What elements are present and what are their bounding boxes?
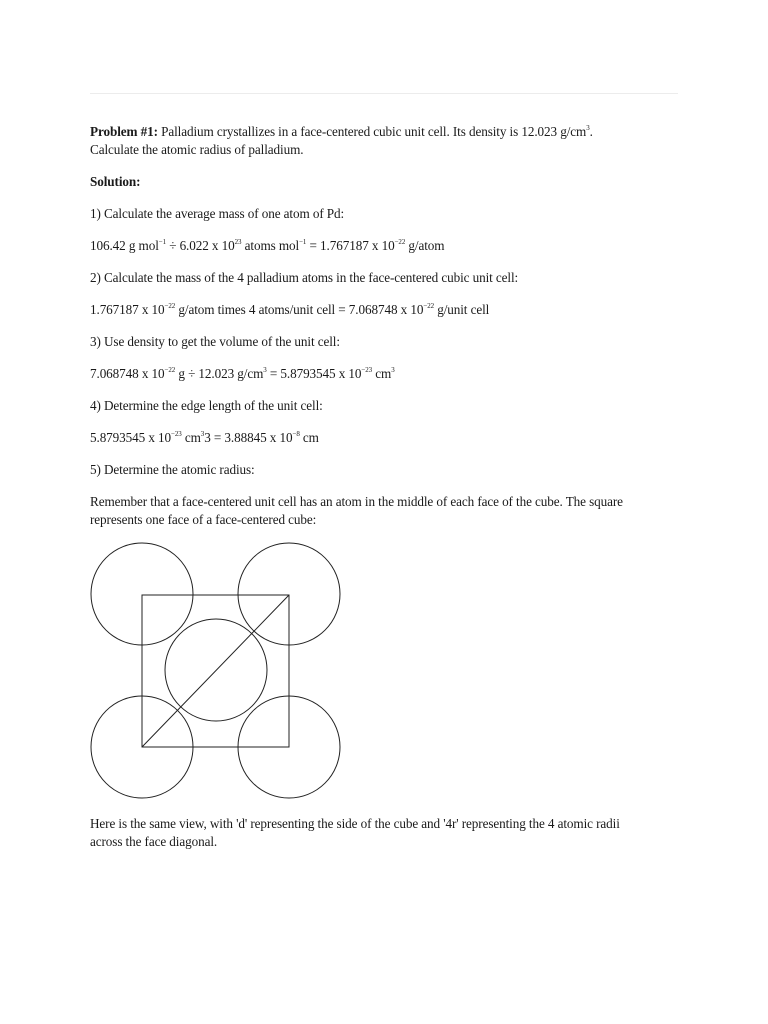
step-5: 5) Determine the atomic radius: (90, 462, 255, 477)
eq2-part-b: g/atom times 4 atoms/unit cell = 7.068748 x 10 (175, 302, 424, 317)
eq4-part-d: cm (299, 430, 319, 445)
eq1-sup-d: −22 (394, 237, 406, 246)
eq3-sup-d: 3 (391, 365, 395, 374)
step-4: 4) Determine the edge length of the unit cell: (90, 398, 323, 413)
eq2-part-a: 1.767187 x 10 (90, 302, 165, 317)
fcc-face-diagram (88, 540, 344, 802)
eq3-part-d: cm (372, 366, 392, 381)
eq1-part-e: g/atom (405, 238, 445, 253)
equation-1 (90, 237, 680, 255)
after-line-2: across the face diagonal. (90, 834, 218, 849)
eq4-part-b: cm (181, 430, 201, 445)
problem-text-line2: Calculate the atomic radius of palladium. (90, 142, 304, 157)
eq1-part-b: ÷ 6.022 x 10 (166, 238, 235, 253)
eq1-sup-c: −1 (299, 237, 307, 246)
eq2-sup-b: −22 (423, 301, 434, 310)
remember-line-2: represents one face of a face-centered cube: (90, 512, 317, 527)
eq1-part-a: 106.42 g mol (90, 238, 159, 253)
fcc-face-svg (88, 540, 344, 802)
eq3-sup-a: −22 (164, 365, 176, 374)
eq3-part-b: g ÷ 12.023 g/cm (175, 366, 264, 381)
eq4-part-a: 5.8793545 x 10 (90, 430, 172, 445)
eq3-part-a: 7.068748 x 10 (90, 366, 165, 381)
step-2: 2) Calculate the mass of the 4 palladium atoms in the face-centered cubic unit cell: (90, 270, 519, 285)
eq3-sup-c: −23 (361, 365, 373, 374)
problem-period: . (589, 124, 593, 139)
after-line-1: Here is the same view, with 'd' representing the side of the cube and '4r' representing the 4 atomic radii (90, 816, 620, 831)
eq3-part-c: = 5.8793545 x 10 (266, 366, 362, 381)
eq3-sup-b: 3 (263, 365, 267, 374)
eq2-sup-a: −22 (164, 301, 176, 310)
eq1-sup-b: 23 (234, 237, 242, 246)
equation-4 (90, 429, 680, 447)
eq4-sup-c: −8 (292, 429, 300, 438)
equation-3 (90, 365, 680, 383)
remember-line-1: Remember that a face-centered unit cell has an atom in the middle of each face of the cube. The square (90, 494, 623, 509)
eq1-part-d: = 1.767187 x 10 (306, 238, 395, 253)
eq2-part-c: g/unit cell (434, 302, 490, 317)
top-divider (90, 93, 678, 94)
remember-paragraph (90, 493, 680, 529)
after-figure-paragraph (90, 815, 680, 851)
eq1-sup-a: −1 (158, 237, 167, 246)
eq4-part-c: 3 = 3.88845 x 10 (204, 430, 293, 445)
eq4-sup-b: 3 (200, 429, 205, 438)
step-1: 1) Calculate the average mass of one atom of Pd: (90, 206, 345, 221)
document-body (90, 123, 680, 529)
eq1-part-c: atoms mol (241, 238, 300, 253)
equation-2 (90, 301, 680, 319)
problem-sup: 3 (586, 123, 590, 132)
problem-text: Palladium crystallizes in a face-centered cubic unit cell. Its density is 12.023 g/cm (157, 124, 587, 139)
eq4-sup-a: −23 (171, 429, 182, 438)
step-3: 3) Use density to get the volume of the unit cell: (90, 334, 340, 349)
problem-statement (90, 123, 680, 159)
problem-label: Problem #1: (90, 124, 158, 139)
solution-heading: Solution: (90, 174, 141, 189)
